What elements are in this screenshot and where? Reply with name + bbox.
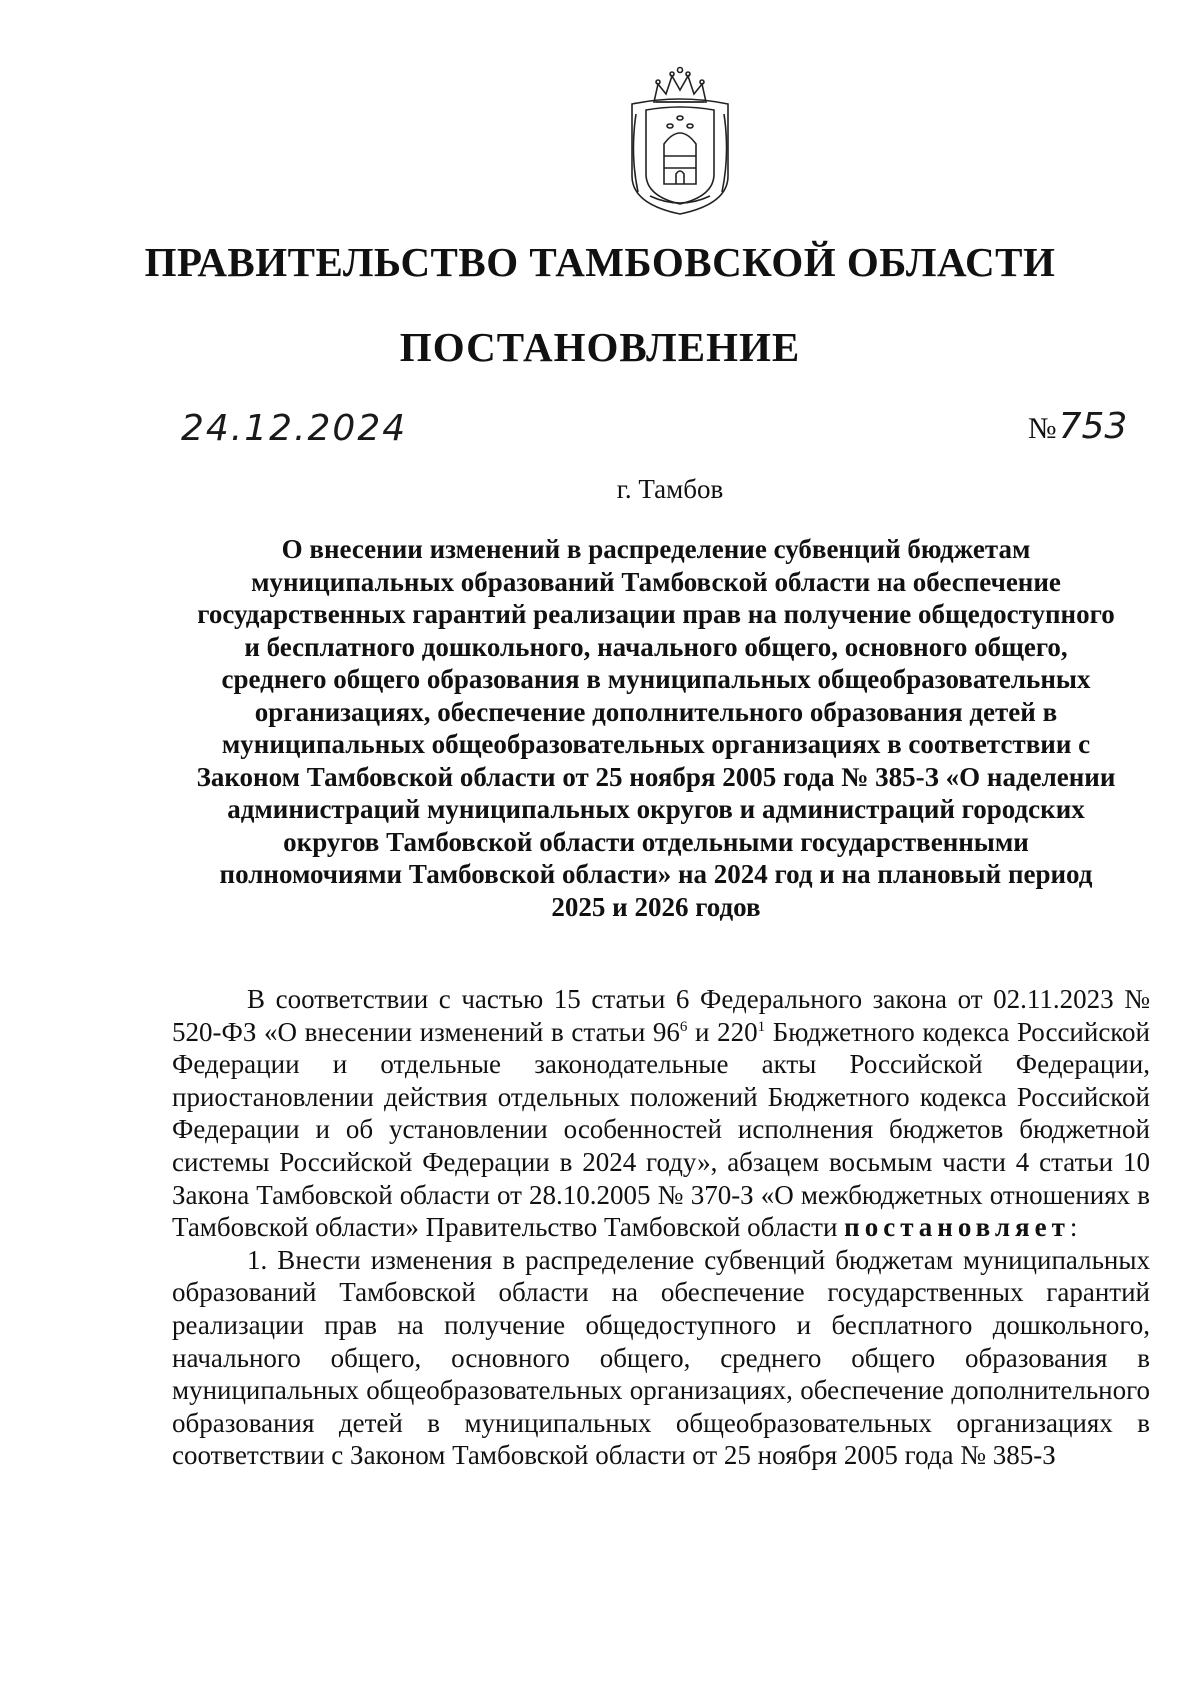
document-subject: О внесении изменений в распределение субвенций бюджетам муниципальных образований Тамбовской области на обеспечение государственных гарантий реализации прав на получение общедоступного и бесплатного дошкольного, начального общего, основного общего, среднего общего образования в муниципальных общеобразовательных организациях, обеспечение дополнительного образования детей в муниципальных общеобразовательных организациях в соответствии с Законом Тамбовской области от 25 ноября 2005 года № 385-З «О наделении администраций муниципальных округов и администраций городских округов Тамбовской области отдельными государственными полномочиями Тамбовской области» на 2024 год и на плановый период 2025 и 2026 годов bbox=[196, 534, 1116, 922]
document-number bbox=[1028, 406, 1127, 447]
number-sign: № bbox=[1028, 412, 1057, 445]
number-value: 753 bbox=[1058, 406, 1128, 447]
city-line: г. Тамбов bbox=[616, 474, 724, 504]
document-body bbox=[172, 983, 1150, 1472]
body-paragraph-2: 1. Внести изменения в распределение субвенций бюджетам муниципальных образований Тамбовской области на обеспечение государственных гарантий реализации прав на получение общедоступного и бесплатного дошкольного, начального общего, основного общего, среднего общего образования в муниципальных общеобразовательных организациях, обеспечение дополнительного образования детей в муниципальных общеобразовательных организациях в соответствии с Законом Тамбовской области от 25 ноября 2005 года № 385-З bbox=[172, 1244, 1150, 1471]
superscript: 6 bbox=[679, 1018, 688, 1035]
tambov-coat-of-arms-icon bbox=[624, 64, 736, 216]
superscript: 1 bbox=[757, 1018, 766, 1035]
government-title: ПРАВИТЕЛЬСТВО ТАМБОВСКОЙ ОБЛАСТИ bbox=[144, 239, 1056, 285]
resolves-word: постановляет bbox=[844, 1212, 1070, 1243]
body-paragraph-1: В соответствии с частью 15 статьи 6 Федерального закона от 02.11.2023 № 520-ФЗ «О внесении изменений в статьи $96^6$ и $220^1$ Бюджетного кодекса Российской Федерации и отдельные законодательные акты Российской Федерации, приостановлении действия отдельных положений Бюджетного кодекса Российской Федерации и об установлении особенностей исполнения бюджетов бюджетной системы Российской Федерации в 2024 году», абзацем восьмым части 4 статьи 10 Закона Тамбовской области от 28.10.2005 № 370-З «О межбюджетных отношениях в Тамбовской области» Правительство Тамбовской области постановляет: bbox=[172, 984, 1151, 1243]
document-date: 24.12.2024 bbox=[181, 408, 408, 449]
document-type-title: ПОСТАНОВЛЕНИЕ bbox=[399, 324, 801, 370]
